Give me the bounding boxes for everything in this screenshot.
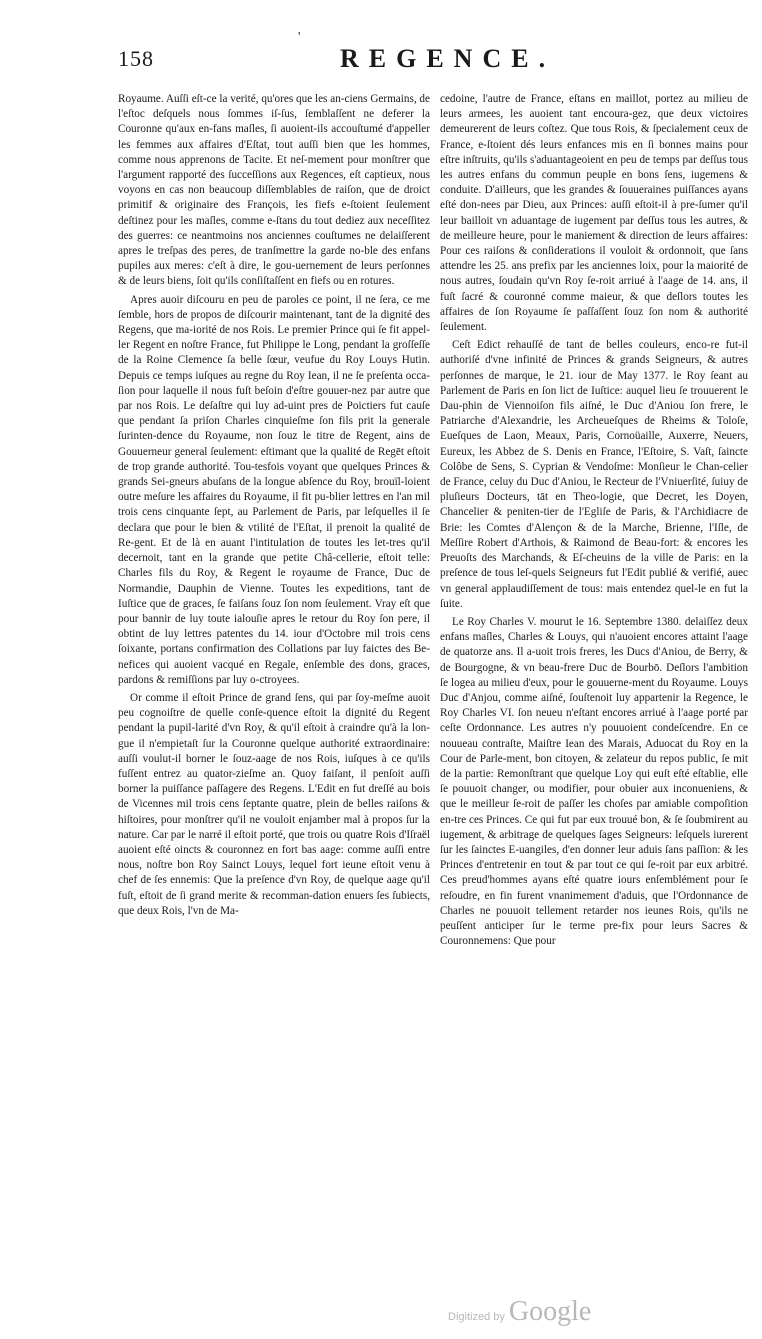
running-head: REGENCE. (340, 44, 556, 73)
paragraph: Or comme il eſtoit Prince de grand ſens, qui par ſoy-meſme auoit peu cognoiſtre de quelle conſe-quence eſtoit la dignité du Regent pendant la pupil-larité d'vn Roy, & qu'il eſtoit à craindre qu'à la lon-gue il n'empietaſt ſur la Couronne quelque authorité extraordinaire: auſſi voulut-il borner le ſouz-aage de nos Rois, iuſques à ce qu'ils fuſſent entrez au quator-zieſme an. Quoy faiſant, il penſoit auſſi borner la puiſſance paſſagere des Regens. L'Edit en fut dreſſé au bois de Vicennes mil trois cens ſeptante quatre, plein de belles raiſons & hiſtoires, pour monſtrer qu'il ne vouloit enjamber mal à propos ſur la nature. Car par le narré il eſtoit porté, que trois ou quatre Rois d'Iſraël auoient eſté oincts & couronnez en fort bas aage: comme auſſi entre nous, noſtre bon Roy Sainct Louys, lequel fort ieune eſtoit venu à chef de ſes ennemis: Que la preſence d'vn Roy, de quelque aage qu'il fuſt, eſtoit de ſi grand merite & recomman-dation enuers ſes ſubiects, que deux Rois, l'vn de Ma- (118, 691, 430, 917)
paragraph: Apres auoir diſcouru en peu de paroles ce point, il ne ſera, ce me ſemble, hors de propos de diſcourir maintenant, tant de la dignité des Regens, que ma-iorité de nos Rois. Le premier Prince qui ſe fit appel-ler Regent en noſtre France, fut Philippe le Long, pendant la groſſeſſe de la Roine Clemence ſa belle ſœur, veufue du Roy Louys Hutin. Depuis ce temps iuſques au regne du Roy Iean, il ne ſe preſenta occa-ſion pour laquelle il nous fuſt beſoin d'eſtre gouuer-nez par autre que par nos Rois. Le deſaſtre qui luy ad-uint pres de Poictiers fut cauſe que pendant ſa priſon Charles cinquieſme ſon fils prit la generale ſurinten-dence du Royaume, non ſouz le titre de Regent, ains de Gouuerneur general ſeulement: eſtimant que la qualité de Regēt eſtoit de trop grande authorité. Tou-tesfois voyant que quelques Princes & grands Sei-gneurs abuſans de la longue abſence du Roy, brouïl-loient outre meſure les affaires du Royaume, il fit pu-blier lettres en l'an mil trois cens cinquante ſept, au Parlement de Paris, par leſquelles il ſe declara que pour le bien & vtilité de l'Eſtat, il prenoit la qualité de Re-gent. Et de là en auant l'intitulation de toutes les let-tres qu'il decernoit, tant en la grande que petite Châ-cellerie, eſtoit telle: Charles fils du Roy, & Regent le royaume de France, Duc de Normandie, Dauphin de Vienne. Toutes les expeditions, tant de Iuſtice que de graces, ſe faiſans ſouz ſon nom ſeulement. Vray eſt que pour bannir de luy toute ialouſie apres le retour du Roy ſon pere, il obtint de luy lettres patentes du 14. iour d'Octobre mil trois cens ſoixante, portans confirmation des Collations par luy faictes des Be-nefices qui auoient vacqué en Regale, enſemble des dons, graces, pardons & remiſſions par luy o-ctroyees. (118, 293, 430, 686)
google-logo: Google (508, 1296, 592, 1327)
digitized-watermark (448, 1296, 591, 1328)
paragraph: Royaume. Auſſi eſt-ce la verité, qu'ores que les an-ciens Germains, de l'eſtoc deſquels nous ſommes iſ-ſus, ſemblaſſent ne deferer la Couronne qu'aux en-fans maſles, ſi auoient-ils accouſtumé d'appeller les femmes aux affaires d'Eſtat, tout auſſi bien que les hommes, comme nous apprenons de Tacite. Et neſ-mement pour monſtrer que l'argument rapporté des ſucceſſions aux Regences, eſt captieux, nous voyons en cas non beaucoup diſſemblables de raiſon, que de droict primitif & originaire des François, les fiefs e-ſtoient ſeulement deſtinez pour les maſles, comme e-ſtans du tout dediez aux neceſſitez des guerres: ce neantmoins nos anciennes couſtumes ne delaiſſerent apres le treſpas des peres, de tranſmettre la garde no-ble des enfans pupiles aux meres: c'eſt à dire, le gou-uernement de leurs perſonnes & de leurs biens, ſoit qu'ils conſiſtaſſent en fiefs ou en rotures. (118, 93, 430, 288)
margin-mark: ' (298, 30, 301, 45)
paragraph: Ceſt Edict rehauſſé de tant de belles couleurs, enco-re fut-il authoriſé d'vne infinité de Princes & grands Seigneurs, & autres perſonnes de marque, le 21. iour de May 1377. le Roy ſeant au Parlement de Paris en ſon lict de Iuſtice: auquel lieu ſe trouuerent le Dau-phin de Viennoiſon fils aiſné, le Duc d'Aniou ſon frere, le Patriarche d'Alexandrie, les Archeueſques de Rheims & Toloſe, Eueſques de Laon, Meaux, Paris, Cornoüaille, Auxerre, Neuers, Eureux, les Abbez de S. Denis en France, l'Eſtoire, S. Vaſt, ſaincte Colôbe de Sens, S. Cyprian & Vendoſme: Monſieur le Chan-celier de France, celuy du Duc d'Aniou, le Recteur de l'Vniuerſité, ſuiuy de pluſieurs Docteurs, tāt en Theo-logie, que Decret, les Doyen, Chancelier & peniten-tier de l'Egliſe de Paris, & l'Archidiacre de Brie: les Comtes d'Alençon & de la Marche, Brienne, l'Iſle, de Meſſire Robert d'Arthois, & Raimond de Beau-fort: & encores les Preuoſts des Marchands, & Eſ-cheuins de la ville de Paris: en la preſence de tous leſ-quels Seigneurs fut l'Edit publié & verifié, auec vn general applaudiſſement de tous: mais entendez quel-le en fut la ſuite. (440, 339, 748, 610)
paragraph: Le Roy Charles V. mourut le 16. Septembre 1380. delaiſſez deux enfans maſles, Charles & Louys, qui n'auoient encores attaint l'aage de quatorze ans. Il a-uoit trois freres, les Ducs d'Aniou, de Berry, & de Bourgogne, & vn beau-frere Duc de Bourbō. Deſlors l'ambition ſe logea au milieu d'eux, pour le gouuerne-ment du Royaume. Louys Duc d'Anjou, comme aiſné, ſouſtenoit luy appartenir la Regence, le Roy Charles VI. ſon neueu n'eſtant encores arriué à l'aage porté par ceſte Ordonnance. Les autres n'y pouuoient condeſcendre. En ce nouueau contraſte, Maiſtre Iean des Marais, Aduocat du Roy en la Cour de Parle-ment, bon citoyen, & zelateur du repos public, ſe mit de la partie: Remonſtrant que quelque Loy qui euſt eſté eſtablie, elle ſe pouuoit changer, ou modifier, pour obuier aux inconueniens, & que le meilleur ſe-roit de paſſer les choſes par amiable compoſition en-tre ces Princes. Ce qui fut par eux trouué bon, & ſe ſoubmirent au iugement, & arbitrage de quelques ſages Seigneurs: leſquels iurerent ſur les ſainctes E-uangiles, d'en donner leur aduis ſans paſſion: & les Princes d'entretenir en tout & par tout ce qui ſe-roit par eux arbitré. Ces preud'hommes ayans eſté quatre iours enſemblément pour ſe reſoudre, en fin furent vnanimement d'aduis, que l'Ordonnance de Charles ne pouuoit tellement retarder nos ieunes Rois, qu'ils ne peuſſent anticiper ſur le terme pre-fix pour leurs Sacres & Couronnemens: Que pour (440, 615, 748, 948)
right-column (440, 92, 748, 949)
left-column (118, 92, 430, 919)
watermark-prefix: Digitized by (448, 1311, 505, 1323)
page-number: 158 (118, 46, 154, 71)
paragraph: cedoine, l'autre de France, eſtans en maillot, portez au milieu de leurs armees, les auoient tant encoura-gez, que deux victoires demeurerent de leurs coſtez. Que tous Rois, & ſpecialement ceux de France, e-ſtoient dés leurs enfances mis en ſi bonnes mains pour eſtre inſtruits, qu'ils s'aduantageoient en peu de temps par deſſus tous les autres enfans du commun peuple en bons ſens, iugemens & conduite. D'ailleurs, que les grandes & ſouueraines puiſſances ayans eſté don-nees par Dieu, aux Princes: auſſi eſtoit-il à pre-ſumer qu'il leur bailloit vn aduantage de iugement par deſſus tous les autres, & de meilleure heure, pour le maniement & direction de leurs affaires: Pour ces raiſons & conſiderations il vouloit & ordonnoit, que ſans attendre les 25. ans prefix par les anciennes loix, pour la maiorité de nous autres, ſoudain qu'vn Roy ſe-roit arriué à l'aage de 14. ans, il fuſt ſacré & couronné comme maieur, & que deſlors toutes les affaires de ſon Royaume ſe paſſaſſent ſouz ſon nom & authorité ſeulement. (440, 93, 748, 334)
